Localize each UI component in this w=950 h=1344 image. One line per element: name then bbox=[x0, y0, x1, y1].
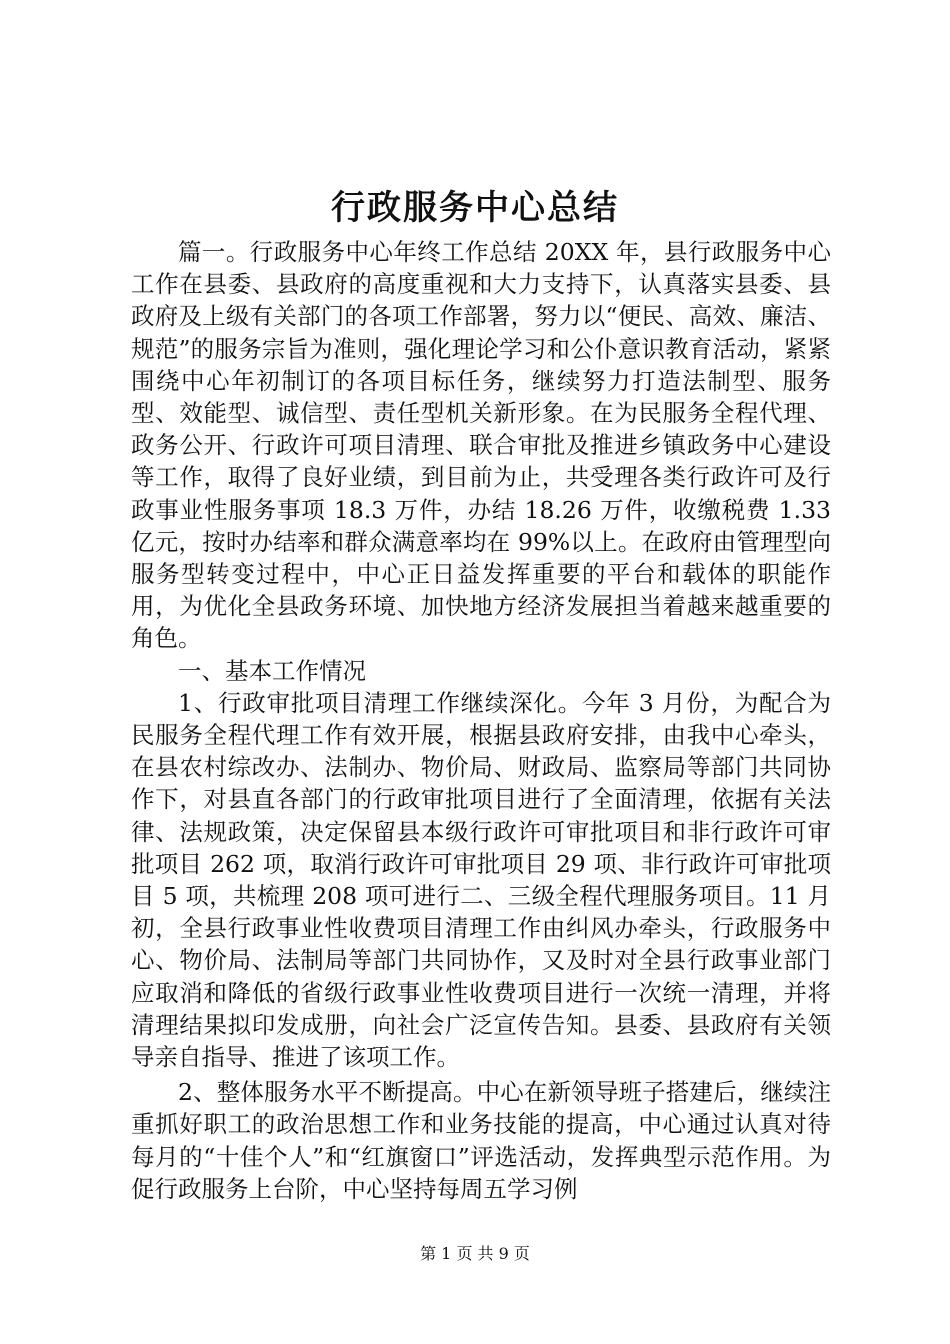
section-heading-basic-work: 一、基本工作情况 bbox=[178, 656, 366, 685]
document-title: 行政服务中心总结 bbox=[331, 188, 619, 228]
paragraph-item-2: 2、整体服务水平不断提高。中心在新领导班子搭建后，继续注重抓好职工的政治思想工作和业务技能的提高，中心通过认真对待每月的“十佳个人”和“红旗窗口”评选活动，发挥典型示范作用。为促行政服务上台阶，中心坚持每周五学习例 bbox=[131, 1078, 831, 1203]
paragraph-item-1: 1、行政审批项目清理工作继续深化。今年 3 月份，为配合为民服务全程代理工作有效开展，根据县政府安排，由我中心牵头，在县农村综改办、法制办、物价局、财政局、监察局等部门共同协作下，对县直各部门的行政审批项目进行了全面清理，依据有关法律、法规政策，决定保留县本级行政许可审批项目和非行政许可审批项目 262 项，取消行政许可审批项目 29 项、非行政许可审批项目 5 项，共梳理 208 项可进行二、三级全程代理服务项目。11 月初，全县行政事业性收费项目清理工作由纠风办牵头，行政服务中心、物价局、法制局等部门共同协作，又及时对全县行政事业部门应取消和降低的省级行政事业性收费项目进行一次统一清理，并将清理结果拟印发成册，向社会广泛宣传告知。县委、县政府有关领导亲自指导、推进了该项工作。 bbox=[131, 688, 831, 1072]
document-body bbox=[131, 236, 831, 1205]
page-number-footer: 第 1 页 共 9 页 bbox=[420, 1244, 530, 1263]
paragraph-intro: 篇一。行政服务中心年终工作总结 20XX 年，县行政服务中心工作在县委、县政府的高度重视和大力支持下，认真落实县委、县政府及上级有关部门的各项工作部署，努力以“便民、高效、廉洁、规范”的服务宗旨为准则，强化理论学习和公仆意识教育活动，紧紧围绕中心年初制订的各项目标任务，继续努力打造法制型、服务型、效能型、诚信型、责任型机关新形象。在为民服务全程代理、政务公开、行政许可项目清理、联合审批及推进乡镇政务中心建设等工作，取得了良好业绩，到目前为止，共受理各类行政许可及行政事业性服务事项 18.3 万件，办结 18.26 万件，收缴税费 1.33 亿元，按时办结率和群众满意率均在 99%以上。在政府由管理型向服务型转变过程中，中心正日益发挥重要的平台和载体的职能作用，为优化全县政务环境、加快地方经济发展担当着越来越重要的角色。 bbox=[131, 238, 831, 653]
